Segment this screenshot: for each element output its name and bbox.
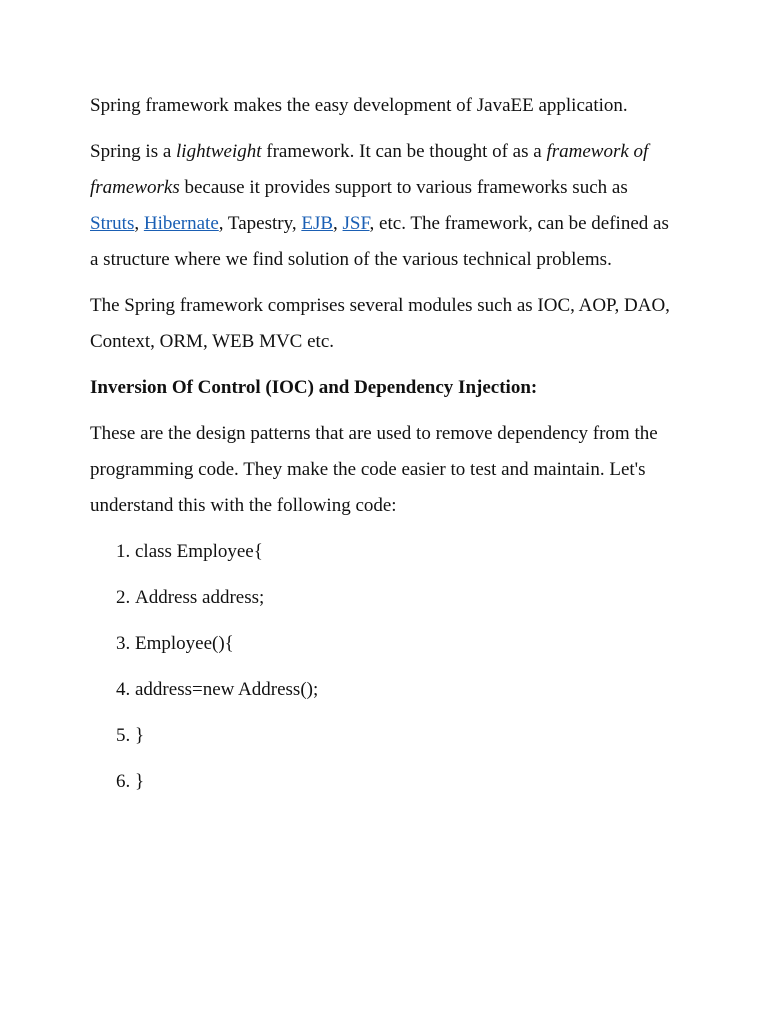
- emphasis-lightweight: lightweight: [176, 141, 262, 162]
- code-text: }: [135, 725, 145, 746]
- emphasis-framework-of-frameworks: framework of frameworks: [90, 141, 649, 198]
- code-line: [90, 626, 680, 672]
- code-text: Employee(){: [135, 633, 234, 654]
- code-line: [90, 718, 680, 764]
- text-span: , Tapestry,: [218, 213, 302, 234]
- text-span: because it provides support to various frameworks such as: [179, 177, 628, 198]
- document-body: [90, 88, 680, 810]
- code-line: [90, 672, 680, 718]
- ejb-link[interactable]: EJB: [301, 213, 334, 234]
- intro-paragraph: Spring framework makes the easy development of JavaEE application.: [90, 95, 628, 116]
- code-text: address=new Address();: [135, 679, 319, 700]
- code-text: }: [135, 771, 145, 792]
- code-line: [90, 764, 680, 810]
- struts-link[interactable]: Struts: [90, 213, 135, 234]
- modules-paragraph: The Spring framework comprises several modules such as IOC, AOP, DAO, Context, ORM, WEB MVC etc.: [90, 295, 670, 352]
- line-number: 3.: [116, 633, 135, 654]
- code-line: [90, 534, 680, 580]
- line-number: 2.: [116, 587, 135, 608]
- code-text: class Employee{: [135, 541, 263, 562]
- line-number: 1.: [116, 541, 135, 562]
- design-patterns-paragraph: These are the design patterns that are used to remove dependency from the programming code. They make the code easier to test and maintain. Let's understand this with the following code:: [90, 423, 658, 516]
- text-span: , etc. The framework, can be defined as a structure where we find solution of the various technical problems.: [90, 213, 669, 270]
- jsf-link[interactable]: JSF: [342, 213, 370, 234]
- code-listing: [90, 534, 680, 810]
- line-number: 5.: [116, 725, 135, 746]
- text-span: Spring is a: [90, 141, 177, 162]
- text-span: ,: [333, 213, 343, 234]
- line-number: 6.: [116, 771, 135, 792]
- text-span: ,: [134, 213, 144, 234]
- code-line: [90, 580, 680, 626]
- text-span: framework. It can be thought of as a: [261, 141, 547, 162]
- hibernate-link[interactable]: Hibernate: [143, 213, 219, 234]
- ioc-heading: Inversion Of Control (IOC) and Dependency Injection:: [90, 377, 538, 398]
- code-text: Address address;: [135, 587, 265, 608]
- line-number: 4.: [116, 679, 135, 700]
- lightweight-paragraph: [90, 134, 680, 278]
